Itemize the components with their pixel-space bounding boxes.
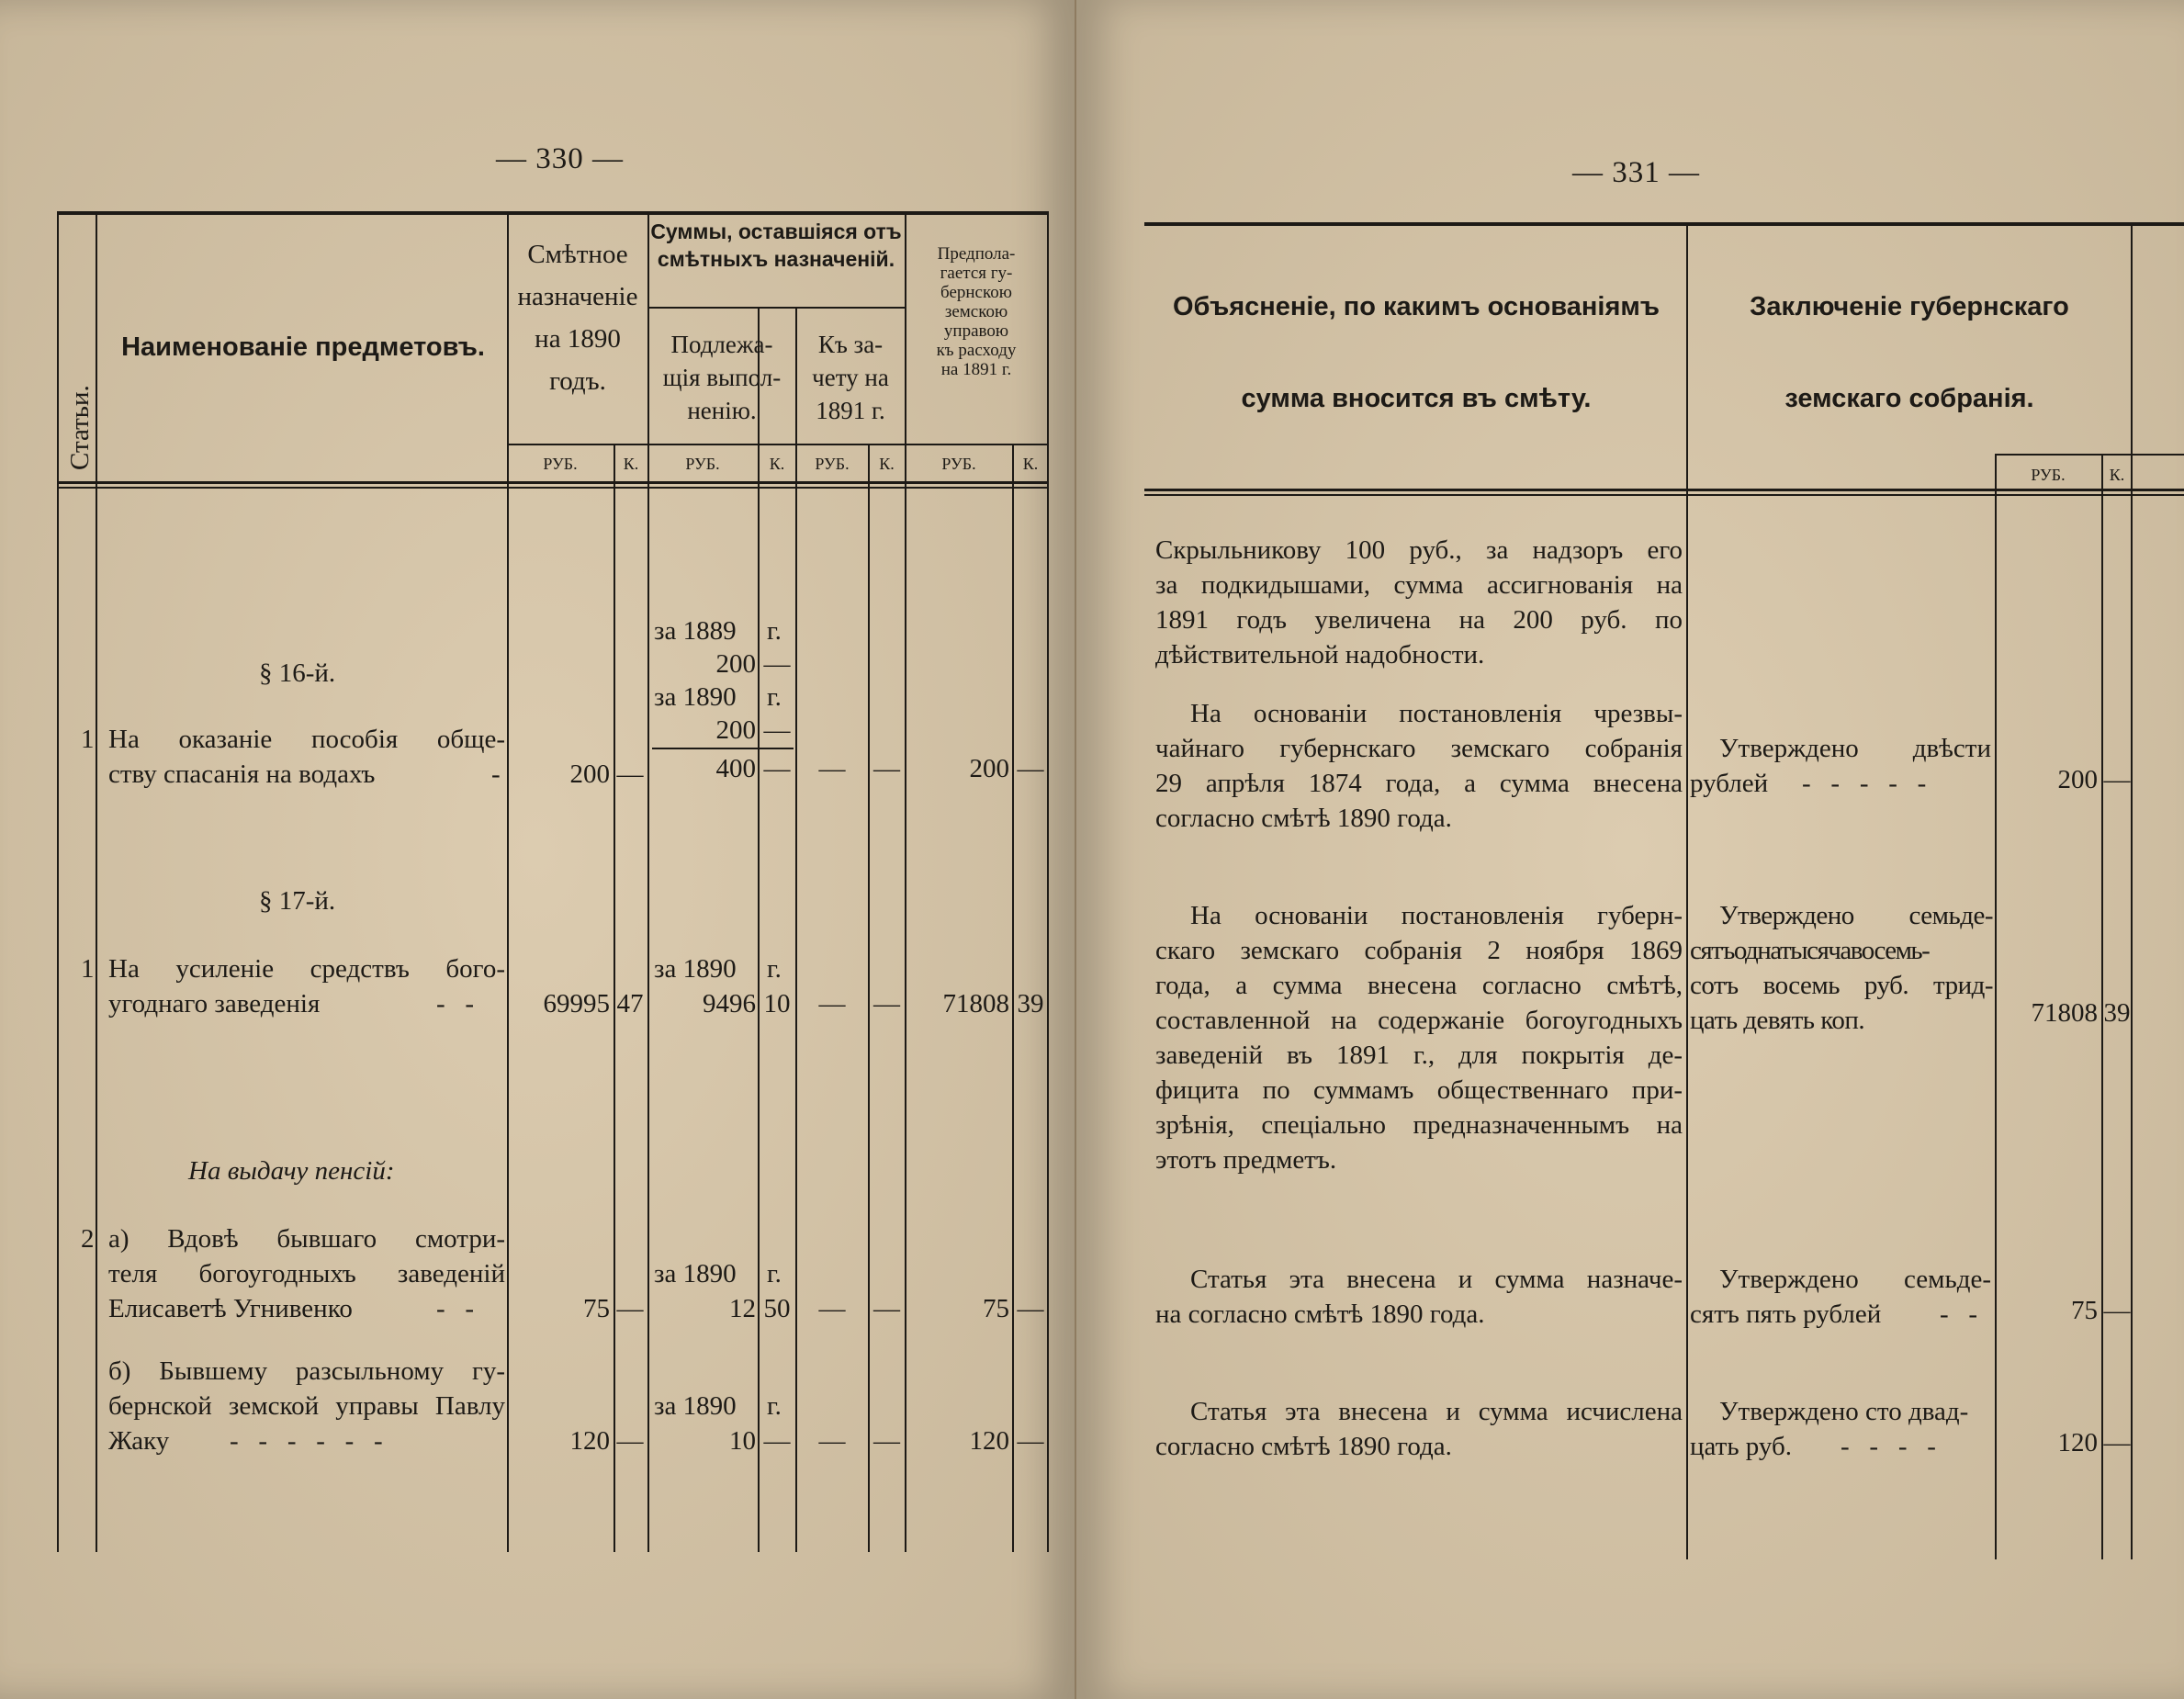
row-1-estimate: 200: [569, 759, 610, 789]
leader-dash: - -: [1940, 1300, 1978, 1329]
header-estimate-line: назначеніе: [517, 282, 638, 311]
row-2-rub: 71808: [2031, 998, 2098, 1028]
rem-value: 12: [729, 1294, 756, 1323]
explain-line: зрѣнія, спеціально предназначеннымъ на: [1155, 1110, 1683, 1140]
row-4-estimate: 120: [569, 1426, 610, 1456]
pensions-heading: На выдачу пенсій:: [188, 1156, 395, 1186]
explain-line: согласно смѣтѣ 1890 года.: [1155, 1432, 1452, 1461]
rem-value: 200: [715, 715, 756, 745]
row-4-k: —: [2103, 1428, 2131, 1457]
col-line-right: [1047, 211, 1049, 1552]
row-1-proposed: 200: [969, 754, 1009, 783]
header-sub-due: [649, 328, 794, 427]
explain-line: заведеній въ 1891 г., для покрытія де-: [1155, 1041, 1683, 1070]
rem-value: 10: [729, 1426, 756, 1456]
col-line-left: [57, 211, 59, 1552]
row-4-proposed: 120: [969, 1426, 1009, 1456]
explain-line: составленной на содержаніе богоугодныхъ: [1155, 1006, 1683, 1035]
leader-dash: -: [491, 759, 501, 789]
row-name-line: На усиленіе средствъ бого-: [108, 954, 505, 984]
header-conclusion-line: Заключеніе губернскаго: [1750, 292, 2069, 321]
header-conclusion-line: земскаго собранія.: [1784, 384, 2034, 413]
leader-dash: - -: [436, 1294, 475, 1323]
unit-label: К.: [2109, 466, 2125, 484]
row-name-line: теля богоугодныхъ заведеній: [108, 1259, 505, 1288]
unit-label: РУБ.: [941, 455, 976, 473]
explain-line: На основаніи постановленія чрезвы-: [1190, 699, 1683, 728]
row-3-estimate: 75: [583, 1294, 610, 1323]
row-2-to1891: —: [818, 989, 846, 1018]
row-1-to1891: —: [818, 754, 846, 783]
header-estimate-line: на 1890: [535, 324, 621, 354]
rem-k: —: [763, 649, 791, 679]
rem-g: г.: [767, 682, 782, 712]
table-top-rule: [57, 211, 1049, 215]
explain-row-3: [1155, 1262, 1683, 1332]
explain-line: года, а сумма внесена согласно смѣтѣ,: [1155, 971, 1683, 1000]
col-line-items: [507, 211, 509, 1552]
explain-line: Скрыльникову 100 руб., за надзоръ его: [1155, 535, 1683, 565]
page-number-right: — 331 —: [1572, 156, 1700, 189]
rem-g: г.: [767, 1391, 782, 1421]
explain-line: за подкидышами, сумма ассигнованія на: [1155, 570, 1683, 600]
explain-row-4: [1155, 1394, 1683, 1464]
leader-dash: - -: [436, 989, 475, 1018]
rem-g: г.: [767, 1259, 782, 1288]
rem-k: 50: [763, 1294, 791, 1323]
rem-k: —: [763, 1426, 791, 1456]
row-1-estimate-k: —: [616, 759, 644, 789]
col-line-rem-k: [758, 307, 760, 1552]
row-1-rub: 200: [2057, 765, 2098, 794]
unit-label: РУБ.: [815, 455, 850, 473]
row-2-proposed: 71808: [942, 989, 1009, 1018]
explain-line: согласно смѣтѣ 1890 года.: [1155, 804, 1452, 833]
row-2-estimate-k: 47: [616, 989, 644, 1018]
row-1-k: —: [2103, 765, 2131, 794]
header-proposed-line: управою: [943, 321, 1009, 341]
conclusion-line: сятъ пять рублей: [1690, 1300, 1882, 1329]
explain-continuation: [1155, 533, 1683, 672]
header-bottom-rule: [1144, 489, 2184, 491]
explain-line: дѣйствительной надобности.: [1155, 640, 1485, 669]
units-rule: [1995, 454, 2184, 456]
remaining-sub-rule: [647, 307, 905, 309]
row-number: 1: [81, 954, 95, 984]
row-2-to1891-k: —: [873, 989, 900, 1018]
header-proposed-line: къ расходу: [936, 341, 1017, 360]
explain-line: На основаніи постановленія губерн-: [1190, 901, 1683, 930]
row-name-line: Елисаветѣ Угнивенко: [108, 1294, 353, 1323]
unit-label: РУБ.: [2031, 466, 2066, 484]
conclusion-row-2: [1690, 898, 1993, 1038]
rem-label: за 1890: [654, 1259, 737, 1288]
rem-total-k: —: [763, 754, 791, 783]
explain-line: 29 апрѣля 1874 года, а сумма внесена: [1155, 769, 1683, 798]
header-sub-1891: [797, 328, 904, 427]
rem-label: за 1889: [654, 616, 737, 646]
header-proposed-line: на 1891 г.: [940, 360, 1012, 379]
header-sub-1891-line: чету на: [812, 364, 889, 391]
row-3-to1891: —: [818, 1294, 846, 1323]
header-sub-due-line: Подлежа-: [670, 331, 773, 358]
row-3-k: —: [2103, 1296, 2131, 1325]
header-estimate-line: Смѣтное: [527, 240, 628, 269]
row-name-line: б) Бывшему разсыльному гу-: [108, 1356, 505, 1386]
row-3-rub: 75: [2071, 1296, 2098, 1325]
col-line-rem: [795, 307, 797, 1552]
header-sub-due-line: ненію.: [687, 397, 757, 424]
rem-k: —: [763, 715, 791, 745]
row-1-name: [108, 722, 505, 792]
header-articles: Статьи.: [65, 385, 95, 470]
header-bottom-rule: [57, 481, 1049, 484]
header-sub-1891-line: Къ за-: [817, 331, 884, 358]
sum-rule: [652, 748, 794, 749]
row-4-to1891: —: [818, 1426, 846, 1456]
row-name-line: На оказаніе пособія обще-: [108, 725, 505, 754]
row-3-proposed-k: —: [1017, 1294, 1044, 1323]
rem-value: 200: [715, 649, 756, 679]
conclusion-line: Утверждено семьде-: [1719, 1265, 1991, 1294]
row-3-to1891-k: —: [873, 1294, 900, 1323]
explain-line: этотъ предметъ.: [1155, 1145, 1337, 1175]
header-estimate-line: годъ.: [549, 366, 606, 396]
rem-value: 9496: [703, 989, 756, 1018]
header-sub-1891-line: 1891 г.: [816, 397, 885, 424]
header-bottom-rule-2: [57, 487, 1049, 489]
header-proposed-line: Предпола-: [937, 244, 1016, 264]
rem-label: за 1890: [654, 954, 737, 984]
row-1-proposed-k: —: [1017, 754, 1044, 783]
conclusion-line: цать руб.: [1690, 1432, 1793, 1461]
section-17-heading: § 17-й.: [259, 886, 336, 916]
explain-line: фицита по суммамъ общественнаго при-: [1155, 1075, 1683, 1105]
row-4-to1891-k: —: [873, 1426, 900, 1456]
conclusion-line: сотъ восемь руб. трид-: [1690, 971, 1993, 1000]
left-page: [0, 0, 1076, 1699]
header-proposed-line: земскою: [944, 302, 1008, 321]
row-4-rub: 120: [2057, 1428, 2098, 1457]
explain-line: Статья эта внесена и сумма исчислена: [1190, 1397, 1683, 1426]
units-rule: [507, 444, 1049, 445]
explain-row-1: [1155, 696, 1683, 836]
row-3-proposed: 75: [983, 1294, 1009, 1323]
row-2-estimate: 69995: [543, 989, 610, 1018]
conclusion-line: Утверждено сто двад-: [1719, 1397, 1969, 1426]
row-name-line: Жаку: [108, 1426, 170, 1456]
explain-line: чайнаго губернскаго земскаго собранія: [1155, 734, 1683, 763]
conclusion-line: сятъоднатысячавосемь-: [1690, 936, 1930, 965]
unit-label: К.: [1022, 455, 1039, 473]
header-bottom-rule-2: [1144, 494, 2184, 496]
explain-line: на согласно смѣтѣ 1890 года.: [1155, 1300, 1485, 1329]
page-number-left: — 330 —: [496, 142, 624, 175]
row-name-line: бернской земской управы Павлу: [108, 1391, 505, 1421]
conclusion-line: Утверждено двѣсти: [1719, 734, 1991, 763]
header-proposed: [906, 244, 1046, 379]
header-explain-line: Объясненіе, по какимъ основаніямъ: [1172, 292, 1660, 321]
col-line-remaining: [905, 211, 906, 1552]
row-number: 2: [81, 1224, 95, 1254]
unit-label: К.: [623, 455, 639, 473]
conclusion-line: рублей: [1690, 769, 1769, 798]
section-16-heading: § 16-й.: [259, 658, 336, 688]
conclusion-line: Утверждено семьде-: [1719, 901, 1993, 930]
leader-dash: - - - - - -: [230, 1426, 383, 1456]
header-explain-line: сумма вносится въ смѣту.: [1241, 384, 1592, 413]
unit-label: К.: [769, 455, 785, 473]
col-line-explain: [1686, 222, 1688, 1559]
header-explain: [1148, 290, 1684, 415]
explain-line: Статья эта внесена и сумма назначе-: [1190, 1265, 1683, 1294]
leader-dash: - - - - -: [1802, 769, 1927, 798]
rem-label: за 1890: [654, 1391, 737, 1421]
row-2-proposed-k: 39: [1017, 989, 1044, 1018]
header-proposed-line: бернскою: [940, 283, 1012, 302]
header-proposed-line: гается гу-: [940, 264, 1013, 283]
row-1-to1891-k: —: [873, 754, 900, 783]
row-name-line: ству спасанія на водахъ: [108, 759, 376, 789]
rem-total: 400: [715, 754, 756, 783]
header-sub-due-line: щія выпол-: [662, 364, 782, 391]
unit-label: К.: [879, 455, 895, 473]
row-4-estimate-k: —: [616, 1426, 644, 1456]
rem-g: г.: [767, 954, 782, 984]
explain-line: скаго земскаго собранія 2 ноября 1869: [1155, 936, 1683, 965]
leader-dash: - - - -: [1841, 1432, 1936, 1461]
table-top-rule: [1144, 222, 2184, 226]
row-4-proposed-k: —: [1017, 1426, 1044, 1456]
explain-row-2: [1155, 898, 1683, 1177]
explain-line: 1891 годъ увеличена на 200 руб. по: [1155, 605, 1683, 635]
header-estimate: [509, 237, 647, 399]
conclusion-line: цать девять коп.: [1690, 1006, 1865, 1035]
row-3-estimate-k: —: [616, 1294, 644, 1323]
unit-label: РУБ.: [685, 455, 720, 473]
row-2-k: 39: [2103, 998, 2131, 1028]
rem-g: г.: [767, 616, 782, 646]
header-remaining: Суммы, оставшіяся отъ смѣтныхъ назначеній.: [650, 219, 902, 271]
rem-k: 10: [763, 989, 791, 1018]
header-items: Наименованіе предметовъ.: [121, 332, 485, 362]
right-page: [1076, 0, 2184, 1699]
header-conclusion: [1690, 290, 2129, 415]
row-name-line: а) Вдовѣ бывшаго смотри-: [108, 1224, 505, 1254]
row-name-line: угоднаго заведенія: [108, 989, 321, 1018]
row-number: 1: [81, 725, 95, 754]
unit-label: РУБ.: [543, 455, 578, 473]
col-line-right: [2131, 222, 2133, 1559]
rem-label: за 1890: [654, 682, 737, 712]
